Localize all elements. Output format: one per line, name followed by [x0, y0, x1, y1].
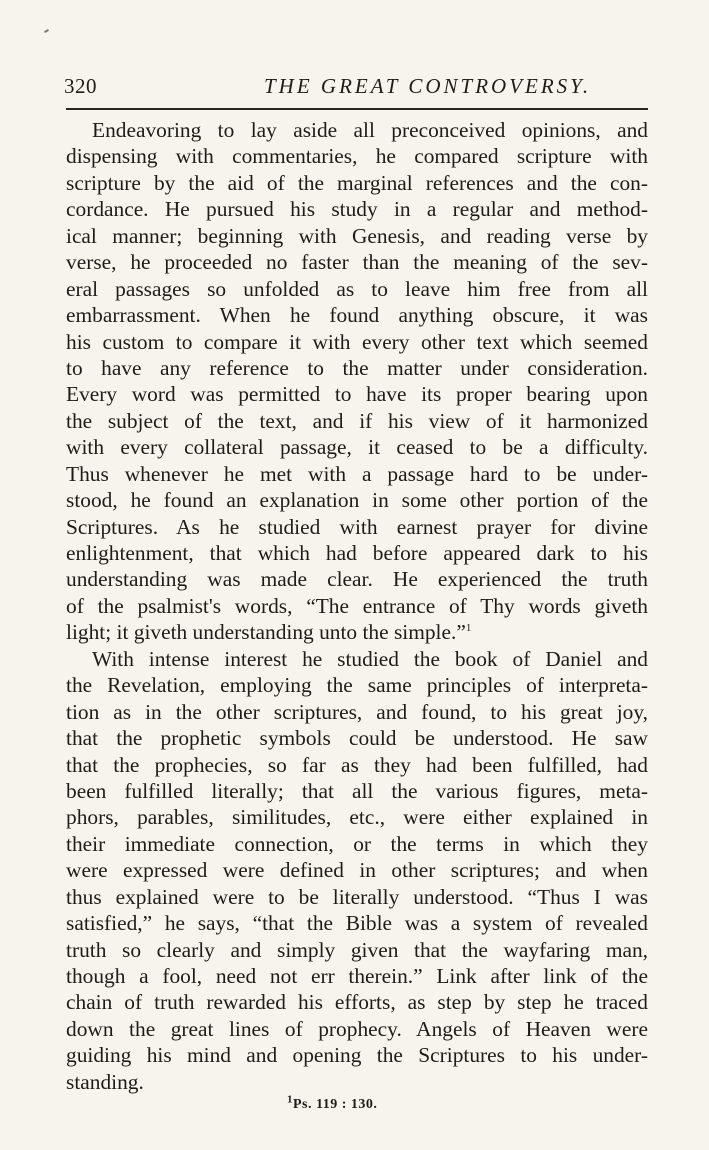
text-line: Scriptures. As he studied with earnest prayer for divine	[66, 514, 648, 539]
text-line-content: light; it giveth understanding unto the simple.”	[66, 620, 466, 645]
text-line: down the great lines of prophecy. Angels of Heaven were	[66, 1016, 648, 1041]
text-line: eral passages so unfolded as to leave him free from all	[66, 276, 648, 301]
paragraph-2	[66, 646, 648, 1095]
text-line: truth so clearly and simply given that the wayfaring man,	[66, 937, 648, 962]
text-line: that the prophetic symbols could be understood. He saw	[66, 726, 648, 751]
text-line	[66, 619, 648, 645]
text-line: Thus whenever he met with a passage hard to be under-	[66, 461, 648, 486]
text-line: Every word was permitted to have its proper bearing upon	[66, 382, 648, 407]
ink-speck	[44, 29, 49, 33]
footnote	[287, 1093, 378, 1113]
text-line: that the prophecies, so far as they had been fulfilled, had	[66, 752, 648, 777]
text-line: were expressed were defined in other scriptures; and when	[66, 858, 648, 883]
running-title: THE GREAT CONTROVERSY.	[264, 74, 592, 98]
header-rule	[66, 108, 648, 110]
text-line: his custom to compare it with every other text which seemed	[66, 329, 648, 354]
text-line: scripture by the aid of the marginal references and the con-	[66, 170, 648, 195]
text-line: Endeavoring to lay aside all preconceived opinions, and	[92, 118, 648, 142]
text-line: understanding was made clear. He experienced the truth	[66, 567, 648, 592]
text-line: enlightenment, that which had before appeared dark to his	[66, 541, 648, 565]
footnote-number: 1	[287, 1093, 293, 1106]
text-line: been fulfilled literally; that all the various figures, meta-	[66, 778, 648, 803]
text-line: their immediate connection, or the terms in which they	[66, 831, 648, 856]
text-line: chain of truth rewarded his efforts, as step by step he traced	[66, 990, 648, 1015]
text-line: dispensing with commentaries, he compared scripture with	[66, 144, 648, 169]
text-line: ical manner; beginning with Genesis, and reading verse by	[66, 223, 648, 248]
text-line: verse, he proceeded no faster than the meaning of the sev-	[66, 250, 648, 275]
text-line: embarrassment. When he found anything obscure, it was	[66, 303, 648, 328]
text-line: phors, parables, similitudes, etc., were either explained in	[66, 805, 648, 830]
text-line: with every collateral passage, it ceased to be a difficulty.	[66, 435, 648, 460]
text-line: With intense interest he studied the book of Daniel and	[92, 646, 648, 671]
text-line: satisfied,” he says, “that the Bible was a system of revealed	[66, 911, 648, 936]
page-header	[64, 74, 650, 104]
footnote-text: Ps. 119 : 130.	[293, 1097, 378, 1112]
paragraph-1	[66, 117, 648, 646]
text-line: stood, he found an explanation in some other portion of the	[66, 488, 648, 513]
text-line: the subject of the text, and if his view of it harmonized	[66, 408, 648, 433]
text-line: thus explained were to be literally understood. “Thus I was	[66, 884, 648, 909]
text-line: of the psalmist's words, “The entrance of Thy words giveth	[66, 593, 648, 618]
footnote-marker: 1	[465, 622, 472, 635]
text-line: standing.	[66, 1069, 144, 1094]
text-line: cordance. He pursued his study in a regular and method-	[66, 197, 648, 222]
page-number: 320	[64, 74, 97, 98]
text-line: the Revelation, employing the same principles of interpreta-	[66, 673, 648, 698]
text-line: guiding his mind and opening the Scriptures to his under-	[66, 1043, 648, 1068]
text-line: tion as in the other scriptures, and found, to his great joy,	[66, 699, 648, 724]
text-line: though a fool, need not err therein.” Link after link of the	[66, 964, 648, 988]
body-text	[66, 117, 648, 1095]
text-line: to have any reference to the matter under consideration.	[66, 355, 648, 380]
